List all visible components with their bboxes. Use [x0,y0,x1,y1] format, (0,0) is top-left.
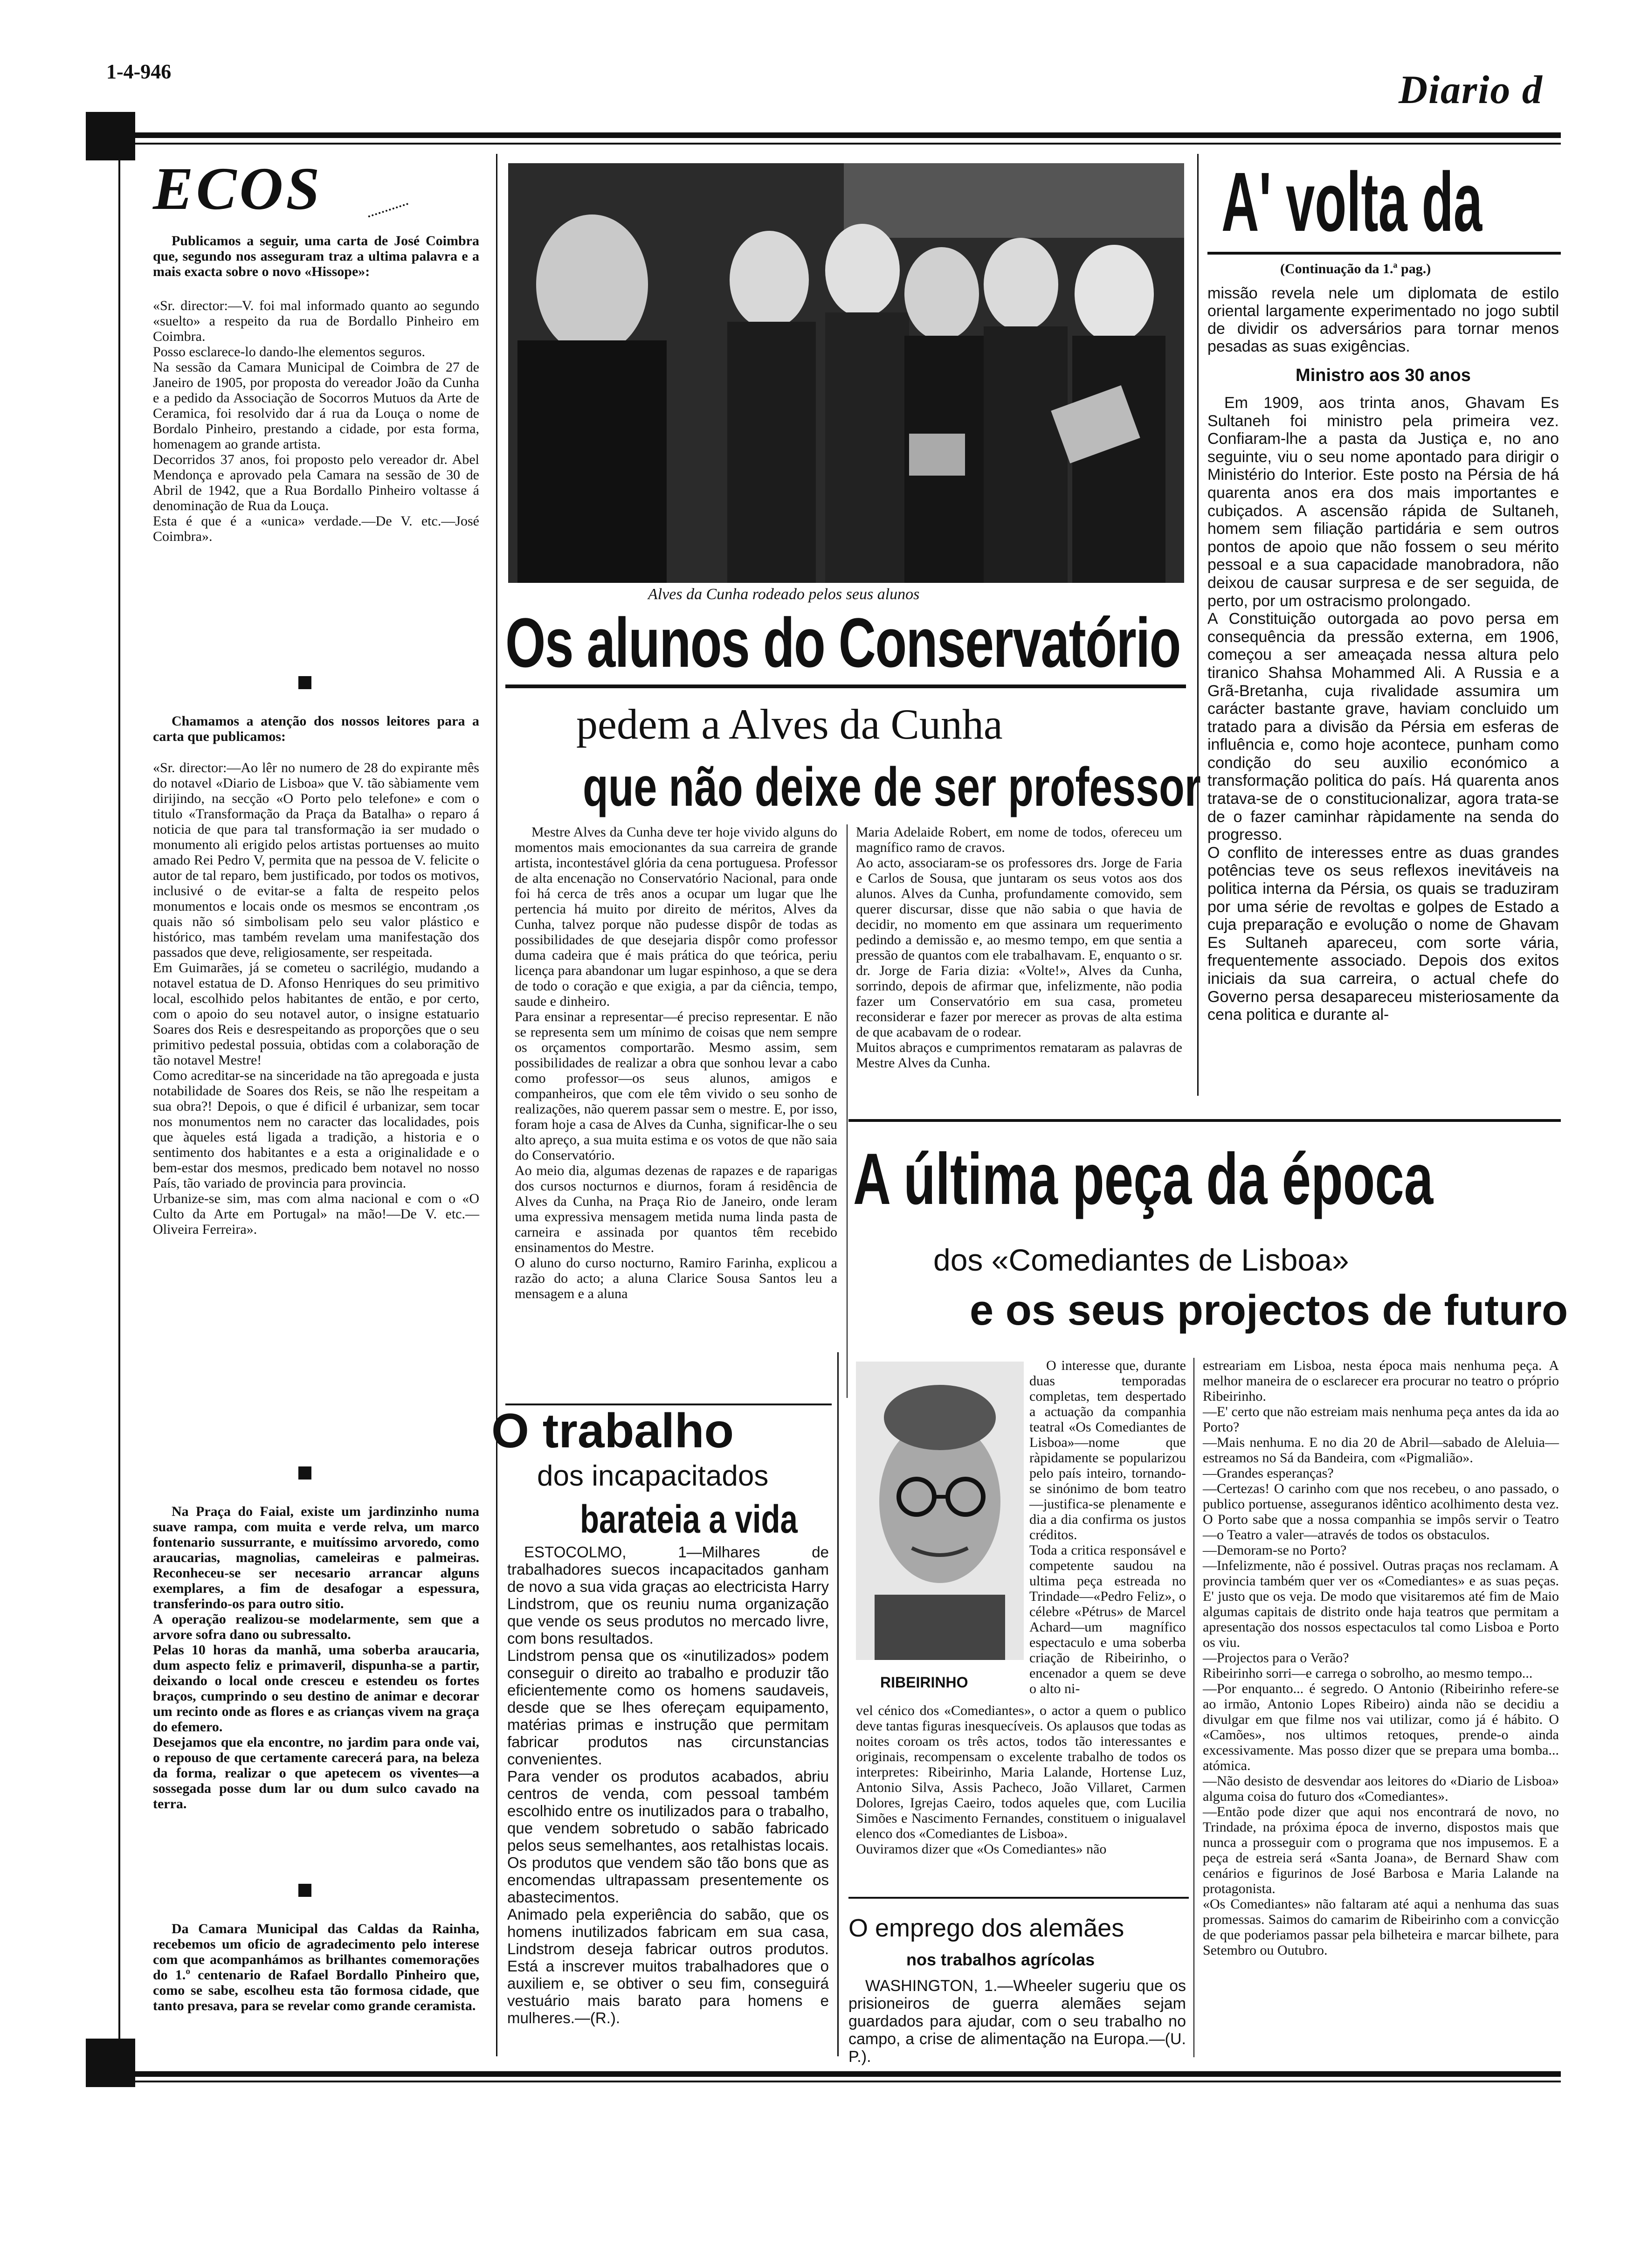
ultima-col2: estreariam em Lisboa, nesta época mais nenhuma peça. A melhor maneira de o esclarecer era procurar no teatro o próprio Ribeirinho. —E' certo que não estreiam mais nenhuma peça antes da ida ao Porto? —Mais nenhuma. E no dia 20 de Abril—sabado de Aleluia—estreamos no Sá da Bandeira, com «Pigmalião». —Grandes esperanças? —Certezas! O carinho com que nos recebeu, o ano passado, o publico portuense, asseguranos idêntico acolhimento desta vez. O Porto sabe que a nossa companhia se impôs servir o Teatro—o Teatro a valer—através de todos os obstaculos. —Demoram-se no Porto? —Infelizmente, não é possivel. Outras praças nos reclamam. A provincia também quer ver os «Comediantes» e as suas peças. E' justo que os veja. De modo que visitaremos até fim de Maio algumas capitais de distrito onde haja teatros que permitam a apresentação dos nossos espectaculos tal como Lisboa e Porto os viu. —Projectos para o Verão? Ribeirinho sorri—e carrega o sobrolho, ao mesmo tempo... —Por enquanto... é segredo. O Antonio (Ribeirinho refere-se ao irmão, Antonio Lopes Ribeiro) ainda não se decidiu a divulgar em que filme nos vai utilizar, como já é hábito. O «Camões», nos ultimos retoques, prende-o ainda excessivamente. Mas posso dizer que se prepara uma bomba... atómica. —Não desisto de desvendar aos leitores do «Diario de Lisboa» alguma coisa do futuro dos «Comediantes». —Então pode dizer que aqui nos encontrará de novo, no Trindade, na próxima época de inverno, dispostos mais que nunca a prosseguir com o programa que nos impusemos. E a peça de estreia será «Santa Joana», de Bernard Shaw com cenários e figurinos de José Barbosa e Maria Lalande na protagonista. «Os Comediantes» não faltaram até aqui a nenhuma das suas promessas. Saimos do camarim de Ribeirinho com a convicção de que poderiamos passar pela bilheteira e marcar bilhete, para Setembro ou Outubro. [1203,1358,1559,1958]
header-rule-thin [135,143,1561,145]
ribeirinho-portrait [856,1362,1024,1660]
volta-continuation: (Continuação da 1.ª pag.) [1280,261,1431,277]
trabalho-title: O trabalho [491,1404,734,1458]
volta-rule [1207,252,1561,255]
margin-marker-bottom [86,2039,135,2087]
volta-subhead: Ministro aos 30 anos [1296,366,1471,385]
ecos-letter-1: «Sr. director:—V. foi mal informado quanto ao segundo «suelto» a respeito da rua de Bordallo Pinheiro em Coimbra. Posso esclarece-lo dando-lhe elementos seguros. Na sessão da Camara Municipal de Coimbra de 27 de Janeiro de 1905, por proposta do vereador João da Cunha e a pedido da Associação de Socorros Mutuos da Arte de Ceramica, foi resolvido dar á rua da Louça o nome de Bordalo Pinheiro, prestando a cidade, por esta forma, homenagem ao grande artista. Decorridos 37 anos, foi proposto pelo vereador dr. Abel Mendonça e aprovado pela Camara na sessão de 30 de Abril de 1942, que a Rua Bordallo Pinheiro voltasse á denominação de Rua da Louça. Esta é que é a «unica» verdade.—De V. etc.—José Coimbra». [153,298,479,544]
alemaes-body: WASHINGTON, 1.—Wheeler sugeriu que os prisioneiros de guerra alemães sejam guardados para ajudar, com o seu trabalho no campo, a crise de alimentação na Europa.—(U. P.). [848,1977,1186,2066]
trabalho-body: ESTOCOLMO, 1—Milhares de trabalhadores suecos incapacitados ganham de novo a sua vida graças ao electricista Harry Lindstrom, que os reuniu numa organização que vende os seus produtos no mercado livre, com bons resultados. Lindstrom pensa que os «inutilizados» podem conseguir o direito ao trabalho e produzir tão eficientemente como os homens saudaveis, desde que se lhes ofereçam equipamento, matérias primas e instrução que permitam fabricar produtos nas circunstancias convenientes. Para vender os produtos acabados, abriu centros de venda, com pessoal também escolhido entre os inutilizados para o trabalho, que vendem sobretudo o sabão fabricado pelos seus semelhantes, aos retalhistas locais. Os produtos que vendem são tão bons que as encomendas ultrapassam presentemente os abastecimentos. Animado pela experiência do sabão, que os homens inutilizados fabricam em sua casa, Lindstrom deseja fabricar outros produtos. Está a inscrever muitos trabalhadores que o auxiliem e, se obtiver o seu fim, conseguirá vestuário mais barato para homens e mulheres.—(R.). [507,1543,829,2026]
ecos-letter-2: «Sr. director:—Ao lêr no numero de 28 do expirante mês do notavel «Diario de Lisboa» que V. tão sàbiamente vem dirijindo, na secção «O Porto pelo telefone» e com o titulo «Transformação da Praça da Batalha» o reparo á noticia de que para tal transformação ia ser mudado o monumento ali erigido pelos artistas portuenses ao muito amado Rei Pedro V, permita que na pessoa de V. felicite o autor de tal reparo, bem justificado, por todos os motivos, inclusivé o de evitar-se a falta de respeito pelos monumentos e locais onde os mesmos se encontram ,os quais não só simbolisam pelo seu valor plástico e histórico, mas também revelam uma manifestação dos passados que deve, religiosamente, ser respeitada. Em Guimarães, já se cometeu o sacrilégio, mudando a notavel estatua de D. Afonso Henriques do seu primitivo local, escolhido pelos habitantes de então, e por certo, com o apoio do seu notavel autor, o insigne estatuario Soares dos Reis e desrespeitando as proporções que o seu primitivo pedestal possuia, obtidas com a colaboração de tão notavel Mestre! Como acreditar-se na sinceridade na tão apregoada e justa notabilidade de Soares dos Reis, se não lhe respeitam a sua obra?! Depois, o que é dificil é urbanizar, sem tocar nos monumentos nem no caracter das localidades, pois que àqueles está ligada a tradição, a historia e o sentimento dos habitantes e a esta a originalidade e o bem-estar dos mesmos, predicado bem notavel no nosso País, tão variado de provincia para provincia. Urbanize-se sim, mas com alma nacional e com o «O Culto da Arte em Portugal» na mão!—De V. etc.—Oliveira Ferreira». [153,760,479,1237]
footer-rule-thin [135,2081,1561,2082]
students-photo [508,163,1184,583]
students-photo-figures [508,163,1184,583]
alemaes-sub: nos trabalhos agrícolas [906,1950,1095,1969]
photo-caption: Alves da Cunha rodeado pelos seus alunos [648,586,920,603]
page-date: 1-4-946 [106,60,172,83]
volta-intro: missão revela nele um diplomata de estilo oriental largamente experimentado no jogo subtil de dividir os adversários para tornar menos pesadas as suas exigências. [1207,284,1559,355]
column-divider-2 [1197,154,1199,1096]
ecos-caldas: Da Camara Municipal das Caldas da Rainha, recebemos um oficio de agradecimento pelo interese com que acompanhámos as brilhantes comemorações do 1.º centenario de Rafael Bordallo Pinheiro que, como se sabe, escolheu esta tão formosa cidade, que tanto presava, para se revelar como grande ceramista. [153,1921,479,2013]
ultima-headline: A última peça da época [853,1139,1434,1220]
ultima-col1-bottom: vel cénico dos «Comediantes», o actor a quem o publico deve tantas figuras inesquecíveis. Os aplausos que todas as noites coroam os três actos, todos tão interessantes e originais, recompensam o excelente trabalho de todos os interpretes: Ribeirinho, Maria Lalande, Hortense Luz, Antonio Silva, Assis Pacheco, João Villaret, Carmen Dolores, Igrejas Caeiro, todos aqueles que, com Lucilia Simões e Nascimento Fernandes, constituem o inigualavel elenco dos «Comediantes de Lisboa». Ouviramos dizer que «Os Comediantes» não [856,1703,1186,1857]
column-divider-1 [496,154,497,2056]
trabalho-sub1: dos incapacitados [537,1460,769,1492]
ecos-faial: Na Praça do Faial, existe um jardinzinho numa suave rampa, com muita e verde relva, um marco fontenario sussurrante, e muitíssimo arvoredo, como araucarias, magnolias, cameleiras e palmeiras. Reconheceu-se ser necesario arrancar alguns exemplares, a fim de desafogar a espessura, transferindo-os para outro sitio. A operação realizou-se modelarmente, sem que a arvore sofra dano ou subressalto. Pelas 10 horas da manhã, uma soberba araucaria, dum aspecto feliz e primaveril, dispunha-se a partir, deixando o local onde cresceu e estendeu os fortes braços, cumprindo o seu destino de animar e decorar um recinto onde as flores e as crianças vivem na graça do efemero. Desejamos que ela encontre, no jardim para onde vai, o repouso de que certamente carecerá para, na beleza da forma, realizar o que apetecem os viventes—a sossegada posse dum lar ou dum sulco cavado na terra. [153,1504,479,1812]
conservatorio-col2: Maria Adelaide Robert, em nome de todos, ofereceu um magnífico ramo de cravos. Ao acto, associaram-se os professores drs. Jorge de Faria e Carlos de Sousa, que juntaram os seus votos aos dos alunos. Alves da Cunha, profundamente comovido, sem querer discursar, disse que não sabia o que havia de decidir, no momento em que assinara um requerimento pedindo a demissão e, ao mesmo tempo, em que sentia a pressão de quantos com ele trabalhavam. E, enquanto o sr. dr. Jorge de Faria dizia: «Volte!», Alves da Cunha, sorrindo, depois de afirmar que, infelizmente, não podia fazer um Conservatório em sua casa, prometeu reconsiderar e fazer por merecer as provas de alta estima de que acabavam de o rodear. Muitos abraços e cumprimentos remataram as palavras de Mestre Alves da Cunha. [856,824,1182,1071]
ultima-sub2: e os seus projectos de futuro [970,1286,1568,1334]
alemaes-top-rule [848,1897,1189,1899]
conservatorio-sub2: que não deixe de ser professor [583,756,1201,818]
ultima-sub1: dos «Comediantes de Lisboa» [933,1243,1349,1277]
volta-body: Em 1909, aos trinta anos, Ghavam Es Sultaneh foi ministro pela primeira vez. Confiaram-lhe a pasta da Justiça e, no ano seguinte, viu o seu nome apontado para dirigir o Ministério do Interior. Este posto na Pérsia de há quarenta anos era dos mais importantes e cubiçados. A ascensão rápida de Sultaneh, homem sem filiação partidária e sem outros pontos de apoio que não fossem o seu mérito pessoal e a sua capacidade manobradora, não deixou de causar surpresa e de ser seguida, de perto, por um ostracismo prolongado. A Constituição outorgada ao povo persa em consequência da pressão externa, em 1906, começou a ser ameaçada nessa altura pelo tiranico Shahsa Mohammed Ali. A Russia e a Grã-Bretanha, cuja rivalidade assumira um carácter bastante grave, haviam concluido um tratado para a divisão da Pérsia em esferas de influência e, como hoje acontece, punham como condição do seu auxilio económico a transformação politica do país. Há quarenta anos tratava-se de o constitucionalizar, agora trata-se de o fazer caminhar ràpidamente na senda do progresso. O conflito de interesses entre as duas grandes potências teve os seus reflexos inevitáveis na politica interna da Pérsia, os quais se traduziram por uma série de revoltas e golpes de Estado a cuja preparação e evolução o nome de Ghavam Es Sultaneh apareceu, com sorte vária, frequentemente associado. Depois dos exitos iniciais da sua carreira, o actual chefe do Governo persa desapareceu misteriosamente da cena politica e durante al- [1207,394,1559,1024]
volta-title: A' volta da [1221,155,1482,249]
ecos-bullet-1 [298,676,311,689]
ecos-title: ECOS [153,155,323,222]
ecos-intro-1: Publicamos a seguir, uma carta de José Coimbra que, segundo nos asseguram traz a ultima palavra e a mais exacta sobre o novo «Hissope»: [153,233,479,279]
alemaes-title: O emprego dos alemães [848,1914,1124,1942]
conservatorio-headline: Os alunos do Conservatório [505,603,1180,682]
masthead: Diario d [1399,67,1543,112]
conservatorio-sub1: pedem a Alves da Cunha [576,700,1003,748]
footer-rule-thick [135,2071,1561,2077]
header-rule-thick [135,132,1561,138]
ecos-bullet-2 [298,1466,311,1480]
conservatorio-rule [505,685,1186,688]
ecos-ornament [361,180,408,217]
margin-line [118,112,120,2087]
ultima-col-divider [1193,1358,1194,2057]
conservatorio-col-divider [847,824,848,1398]
ribeirinho-portrait-figure [856,1362,1024,1660]
trabalho-divider [837,1352,839,2056]
ecos-bullet-3 [298,1884,311,1897]
ecos-intro-2: Chamamos a atenção dos nossos leitores para a carta que publicamos: [153,713,479,744]
margin-marker-top [86,112,135,160]
portrait-caption: RIBEIRINHO [880,1674,968,1691]
ultima-col1-top: O interesse que, durante duas temporadas completas, tem despertado a actuação da companhia teatral «Os Comediantes de Lisboa»—nome que ràpidamente se popularizou pelo país inteiro, tornando-se sinónimo de bom teatro—justifica-se plenamente e dia a dia confirma os justos créditos. Toda a critica responsável e competente saudou na ultima peça estreada no Trindade—«Pedro Feliz», o célebre «Pétrus» de Marcel Achard—um magnífico espectaculo e uma soberba criação de Ribeirinho, o encenador a quem se deve o alto ni- [1029,1358,1186,1696]
ultima-top-rule [848,1119,1561,1122]
trabalho-sub2: barateia a vida [580,1497,798,1541]
conservatorio-col1: Mestre Alves da Cunha deve ter hoje vivido alguns do momentos mais emocionantes da sua carreira de grande artista, incontestável glória da cena portuguesa. Professor de alta encenação no Conservatório Nacional, para onde foi há cerca de três anos a ocupar um lugar que lhe pertencia há muito por direito de méritos, Alves da Cunha, talvez porque não pudesse dispôr de todas as possibilidades de que desejaria dispôr como professor duma cadeira que é mais prática do que teórica, periu licença para abandonar um lugar espinhoso, a que se dera de todo o coração e que exigia, a par da ciência, tempo, saude e dinheiro. Para ensinar a representar—é preciso representar. E não se representa sem um mínimo de coisas que nem sempre os orçamentos comportarão. Mesmo assim, sem possibilidades de realizar a obra que sonhou levar a cabo como professor—os seus alunos, amigos e companheiros, que com ele têm vivido o seu sonho de realizações, não querem passar sem o mestre. E, por isso, foram hoje a casa de Alves da Cunha, significar-lhe o seu alto apreço, a sua muita estima e os votos de que não saia do Conservatório. Ao meio dia, algumas dezenas de rapazes e de raparigas dos cursos nocturnos e diurnos, foram á residência de Alves da Cunha, na Praça Rio de Janeiro, onde leram uma expressiva mensagem metida numa linda pasta de carneira e assinada por quantos têm recebido ensinamentos do Mestre. O aluno do curso nocturno, Ramiro Farinha, explicou a razão do acto; a aluna Clarice Sousa Santos leu a mensagem e a aluna [515,824,837,1301]
